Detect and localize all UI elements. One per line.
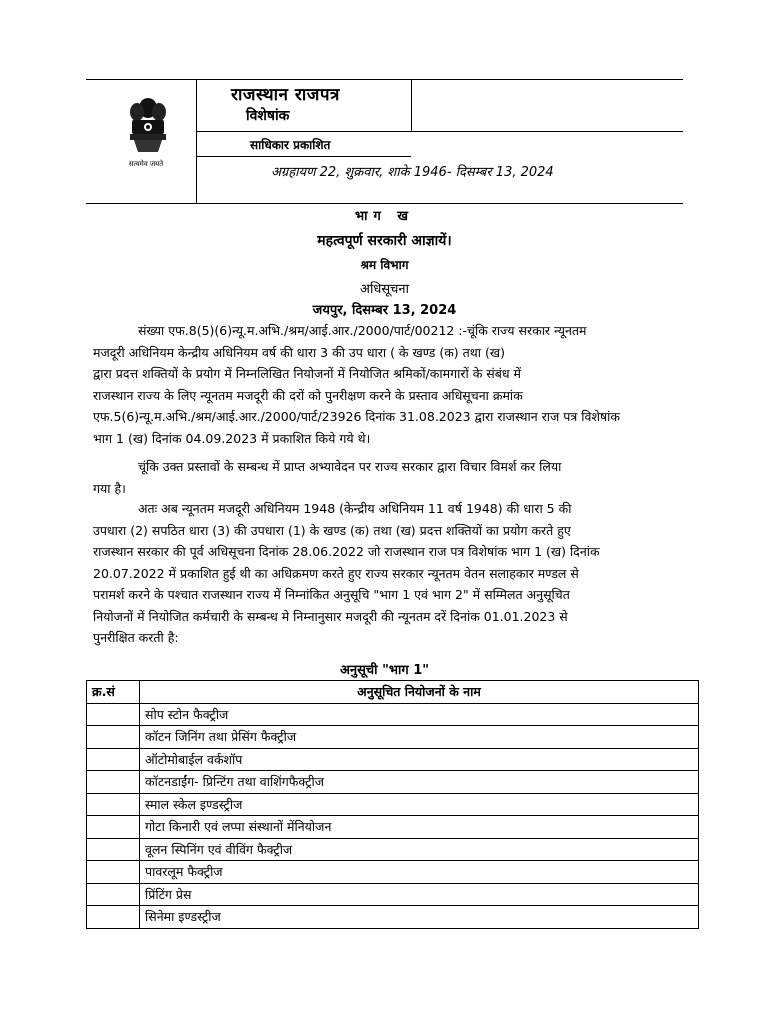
paragraph-line: भाग 1 (ख) दिनांक 04.09.2023 में प्रकाशित किये गये थे। <box>93 430 371 446</box>
row-sn <box>87 816 140 839</box>
table-row <box>87 793 699 816</box>
paragraph-line: राजस्थान सरकार की पूर्व अधिसूचना दिनांक 28.06.2022 जो राजस्थान राज पत्र विशेषांक भाग 1 (ख) दिनांक <box>93 544 600 559</box>
table-row <box>87 883 699 906</box>
notification-label: अधिसूचना <box>360 282 409 297</box>
paragraph-line: मजदूरी अधिनियम केन्द्रीय अधिनियम वर्ष की धारा 3 की उप धारा ( के खण्ड (क) तथा (ख) <box>93 344 505 360</box>
row-sn <box>87 793 140 816</box>
paragraph-line: 20.07.2022 में प्रकाशित हुई थी का अधिक्रमण करते हुए राज्य सरकार न्यूनतम वेतन सलाहकार मण्डल से <box>93 565 579 581</box>
paragraph-line: द्वारा प्रदत्त शक्तियों के प्रयोग में निम्नलिखित नियोजनों में नियोजित श्रमिकों/कामगारों के संबंध में <box>93 366 521 381</box>
paragraph-3 <box>93 498 685 649</box>
emblem-caption: सत्यमेव जयते <box>128 160 164 168</box>
row-name: स्माल स्केल इण्डस्ट्रीज <box>140 793 699 816</box>
table-header-row <box>87 681 699 704</box>
row-sn <box>87 883 140 906</box>
row-name: कॉटनडाईंग- प्रिन्टिंग तथा वाशिंगफैक्ट्रीज <box>140 771 699 794</box>
gazette-authority: साधिकार प्रकाशित <box>250 138 331 152</box>
row-sn <box>87 906 140 929</box>
paragraph-line: अतः अब न्यूनतम मजदूरी अधिनियम 1948 (केन्द्रीय अधिनियम 11 वर्ष 1948) की धारा 5 की <box>138 501 572 516</box>
row-name: प्रिंटिंग प्रेस <box>140 883 699 906</box>
paragraph-line: नियोजनों में नियोजित कर्मचारी के सम्बन्ध मे निम्नानुसार मजदूरी की न्यूनतम दरें दिनांक 01.01.2023 से <box>93 608 568 624</box>
place-date: जयपुर, दिसम्बर 13, 2024 <box>312 303 457 318</box>
table-row <box>87 906 699 929</box>
row-sn <box>87 726 140 749</box>
row-name: सिनेमा इण्डस्ट्रीज <box>140 906 699 929</box>
paragraph-line: परामर्श करने के पश्चात राजस्थान राज्य में निम्नांकित अनुसूचि "भाग 1 एवं भाग 2" में सम्मिलत अनुसूचित <box>93 587 570 602</box>
paragraph-line: उपधारा (2) सपठित धारा (3) की उपधारा (1) के खण्ड (क) तथा (ख) प्रदत्त शक्तियों का प्रयोग करते हुए <box>93 522 571 538</box>
row-name: सोप स्टोन फैक्ट्रीज <box>140 703 699 726</box>
department-name: श्रम विभाग <box>360 258 409 272</box>
state-emblem-icon <box>124 92 172 164</box>
gazette-header <box>86 79 683 204</box>
table-row <box>87 726 699 749</box>
part-label: भाग ख <box>355 209 414 224</box>
table-row <box>87 748 699 771</box>
table-row <box>87 861 699 884</box>
paragraph-line: संख्या एफ.8(5)(6)न्यू.म.अभि./श्रम/आई.आर./2000/पार्ट/00212 :-चूंकि राज्य सरकार न्यूनतम <box>138 323 587 338</box>
row-name: ऑटोमोबाईल वर्कशॉप <box>140 748 699 771</box>
column-header-sn: क्र.सं <box>87 681 140 704</box>
paragraph-line: गया है। <box>93 480 126 496</box>
row-sn <box>87 748 140 771</box>
column-header-name: अनुसूचित नियोजनों के नाम <box>140 681 699 704</box>
table-row <box>87 703 699 726</box>
paragraph-line: पुनरीक्षित करती है: <box>93 630 179 645</box>
section-title: महत्वपूर्ण सरकारी आज्ञायें। <box>317 233 452 249</box>
row-name: गोटा किनारी एवं लप्पा संस्थानों मेंनियोजन <box>140 816 699 839</box>
paragraph-line: एफ.5(6)न्यू.म.अभि./श्रम/आई.आर./2000/पार्ट/23926 दिनांक 31.08.2023 द्वारा राजस्थान राज पत्र विशेषांक <box>93 409 621 424</box>
gazette-special-label: विशेषांक <box>246 108 290 124</box>
paragraph-line: राजस्थान राज्य के लिए न्यूनतम मजदूरी की दरों को पुनरीक्षण करने के प्रस्ताव अधिसूचना क्रमांक <box>93 387 523 403</box>
row-name: पावरलूम फैक्ट्रीज <box>140 861 699 884</box>
schedule-title: अनुसूची "भाग 1" <box>339 663 430 678</box>
row-sn <box>87 771 140 794</box>
row-sn <box>87 861 140 884</box>
row-name: कॉटन जिनिंग तथा प्रेसिंग फैक्ट्रीज <box>140 726 699 749</box>
schedule-table <box>86 680 699 929</box>
row-name: वूलन स्पिनिंग एवं वीविंग फैक्ट्रीज <box>140 838 699 861</box>
paragraph-2 <box>93 456 685 499</box>
gazette-date-line: अग्रहायण 22, शुक्रवार, शाके 1946- दिसम्बर 13, 2024 <box>271 165 554 180</box>
table-row <box>87 816 699 839</box>
table-row <box>87 771 699 794</box>
gazette-title: राजस्थान राजपत्र <box>231 85 340 105</box>
row-sn <box>87 703 140 726</box>
paragraph-line: चूंकि उक्त प्रस्तावों के सम्बन्ध में प्राप्त अभ्यावेदन पर राज्य सरकार द्वारा विचार विमर्श कर लिया <box>138 459 562 474</box>
row-sn <box>87 838 140 861</box>
table-row <box>87 838 699 861</box>
paragraph-1 <box>93 320 685 449</box>
